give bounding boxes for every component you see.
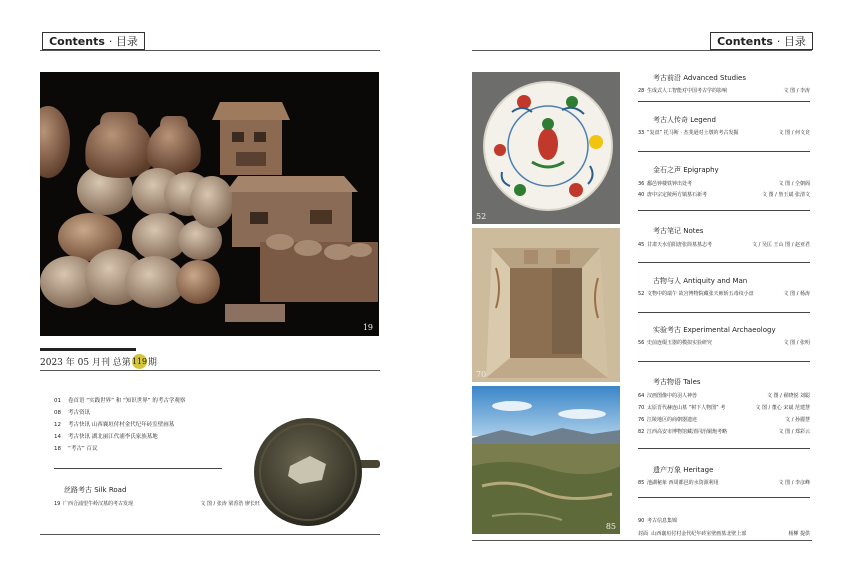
section-heading: 考古人传奇 Legend	[653, 116, 716, 124]
issue-suffix: 期	[147, 358, 157, 368]
author: 文 / 吴匡 王山 图 / 赵亚君	[752, 242, 810, 248]
issue-number: 119	[132, 354, 147, 369]
toc-item[interactable]: 01 卷首语 “实践世界” 和 “知识世界” 的考古学观察	[54, 398, 186, 404]
toc-item[interactable]: 28 生成式人工智能对中国考古学的影响	[638, 88, 728, 94]
toc-item[interactable]: 52 文物中的端午 故宫博物院藏张天师斩五毒纹小盘	[638, 291, 754, 297]
author: 文 / 孙麗慧	[785, 417, 810, 423]
author: 文 图 / 张明	[783, 340, 810, 346]
contents-title-left	[42, 32, 145, 50]
toc-item[interactable]: 14 考古快讯 湖北丽江代浦李氏家族墓地	[54, 434, 158, 440]
toc-item[interactable]: 12 考古快讯 山西襄垣付村金代纪年砖室壁画墓	[54, 422, 175, 428]
toc-item[interactable]: 70 太原晋代赫连山墓 “树下人物图” 考	[638, 405, 726, 411]
section-heading: 实验考古 Experimental Archaeology	[653, 326, 776, 334]
contents-title-en: Contents	[717, 34, 773, 48]
toc-item[interactable]: 76 江陵地区的商朝器遗迹	[638, 417, 698, 423]
tomb-chamber-photo	[472, 228, 620, 382]
photo-page-number: 19	[362, 323, 373, 332]
toc-item[interactable]: 08 考古资讯	[54, 410, 91, 416]
contents-title-right	[710, 32, 813, 50]
toc-item[interactable]: 85 池湖秘象 西周都邑的水资源利用	[638, 480, 719, 486]
issue-prefix: 2023 年 05 月刊 总第	[40, 358, 131, 368]
thumb-page-85: 85	[605, 522, 616, 531]
author: 文 图 / 翟晓悦 刘聪	[766, 393, 810, 399]
toc-item[interactable]: 82 江西高安市博物馆藏清同治铜炮考略	[638, 429, 728, 435]
toc-item[interactable]: 18 “考古” 百议	[54, 446, 98, 452]
toc-item[interactable]: 40 唐中宗定陵两方镇墓石新考	[638, 192, 708, 198]
toc-item[interactable]: 64 汉画图像中的羽人神兽	[638, 393, 698, 399]
toc-item-silk-road[interactable]: 19 广西合浦望牛岭汉墓的考古发现	[54, 501, 134, 507]
porcelain-plate-photo	[472, 72, 620, 224]
bronze-mirror-image	[252, 410, 382, 538]
contents-title-en: Contents	[49, 34, 105, 48]
toc-item-cover[interactable]: 封面 山西襄垣付村金代纪年砖室壁画墓北壁上部	[638, 531, 747, 537]
author: 文 图 / 李涛	[783, 88, 810, 94]
contents-title-zh: · 目录	[776, 35, 806, 48]
thumb-page-70: 70	[476, 370, 487, 379]
author: 文 图 / 李彦峰	[778, 480, 810, 486]
issue-bar	[40, 348, 136, 351]
section-heading: 遗产万象 Heritage	[653, 466, 714, 474]
contents-title-zh: · 目录	[108, 35, 138, 48]
section-heading: 考古物语 Tales	[653, 378, 701, 386]
section-heading: 考古前沿 Advanced Studies	[653, 74, 746, 82]
author: 文 图 / 詹玉斌 张清文	[761, 192, 810, 198]
pottery-photo	[40, 72, 379, 336]
issue-line	[40, 354, 157, 369]
toc-item[interactable]: 56 史前连缀玉器的模拟实验研究	[638, 340, 713, 346]
author-silk-road: 文 图 / 张涛 梁香浩 廖长旺	[200, 501, 260, 507]
section-heading: 考古笔记 Notes	[653, 227, 704, 235]
toc-item[interactable]: 33 “复盘” 托马斯 · 杰斐逊对土墩的考古发掘	[638, 130, 739, 136]
toc-item[interactable]: 45 甘肃天水伯阳唐张简墓墓志考	[638, 242, 713, 248]
author: 文 图 / 郑彩云	[778, 429, 810, 435]
author: 文 图 / 何文竞	[778, 130, 810, 136]
section-heading: 古物与人 Antiquity and Man	[653, 277, 748, 285]
toc-item-info[interactable]: 90 考古信息集锦	[638, 518, 678, 524]
toc-item[interactable]: 36 鄱邑钟楼铁钟出处考	[638, 181, 693, 187]
author: 文 图 / 仝朝阁	[778, 181, 810, 187]
section-heading: 金石之声 Epigraphy	[653, 166, 719, 174]
author: 文 图 / 杨涛	[783, 291, 810, 297]
section-heading-silk-road: 丝路考古 Silk Road	[64, 486, 127, 494]
thumb-page-52: 52	[476, 212, 487, 221]
landscape-photo	[472, 386, 620, 534]
author: 文 图 / 董心 宋斌 范建慧	[755, 405, 810, 411]
cover-credit: 杨柳 提供	[788, 531, 810, 537]
